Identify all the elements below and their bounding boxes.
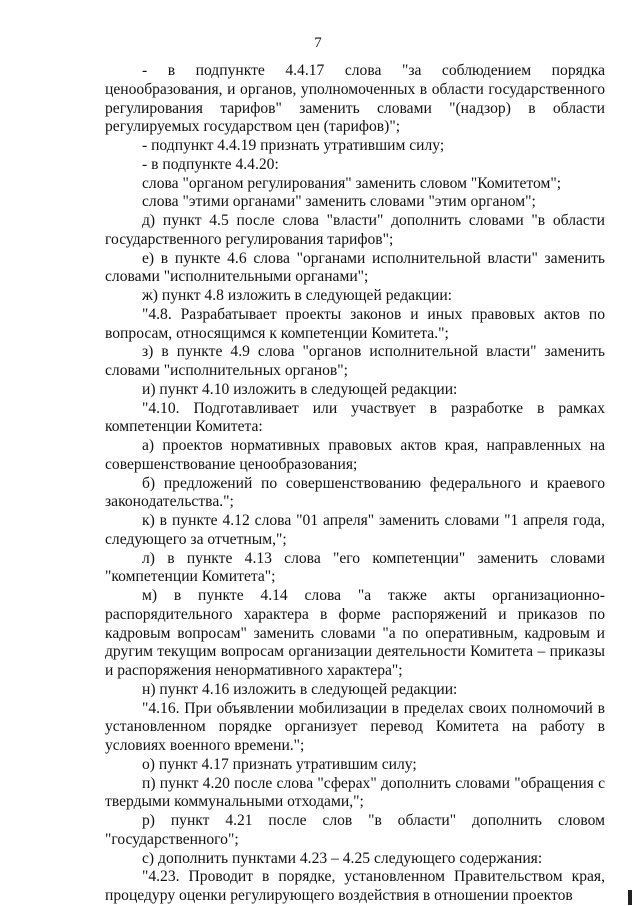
paragraph: б) предложений по совершенствованию федерального и краевого законодательства."; bbox=[105, 474, 605, 511]
paragraph: е) в пункте 4.6 слова "органами исполнительной власти" заменить словами "исполнительными органами"; bbox=[105, 249, 605, 286]
paragraph: "4.10. Подготавливает или участвует в разработке в рамках компетенции Комитета: bbox=[105, 399, 605, 436]
paragraph: - в подпункте 4.4.17 слова "за соблюдением порядка ценообразования, и органов, уполномоченных в области государственного регулирования тарифов" заменить словами "(надзор) в области регулируемых государством цен (тарифов)"; bbox=[105, 62, 605, 136]
paragraph: слова "органом регулирования" заменить словом "Комитетом"; bbox=[142, 174, 562, 192]
paragraph: ж) пункт 4.8 изложить в следующей редакции: bbox=[142, 287, 453, 304]
paragraph: о) пункт 4.17 признать утратившим силу; bbox=[142, 755, 417, 773]
paragraph: "4.16. При объявлении мобилизации в пределах своих полномочий в установленном порядке организует перевод Комитета на работу в условиях военного времени."; bbox=[105, 699, 605, 754]
paragraph: к) в пункте 4.12 слова "01 апреля" заменить словами "1 апреля года, следующего за отчетным,"; bbox=[105, 512, 605, 548]
paragraph: м) в пункте 4.14 слова "а также акты организационно-распорядительного характера в форме распоряжений и приказов по кадровым вопросам" заменить словами "а по оперативным, кадровым и другим текущим вопросам организации деятельности Комитета – приказы и распоряжения ненормативного характера"; bbox=[105, 587, 605, 679]
paragraph: а) проектов нормативных правовых актов края, направленных на совершенствование ценообразования; bbox=[105, 437, 605, 473]
paragraph: - в подпункте 4.4.20: bbox=[142, 155, 279, 173]
paragraph: р) пункт 4.21 после слов "в области" дополнить словом "государственного"; bbox=[105, 812, 605, 848]
scan-edge-mark bbox=[628, 890, 632, 905]
paragraph: с) дополнить пунктами 4.23 – 4.25 следующего содержания: bbox=[142, 849, 543, 867]
paragraph: "4.8. Разрабатывает проекты законов и иных правовых актов по вопросам, относящимся к компетенции Комитета."; bbox=[105, 305, 605, 342]
paragraph: н) пункт 4.16 изложить в следующей редакции: bbox=[142, 680, 458, 698]
page-number: 7 bbox=[314, 35, 322, 51]
paragraph: з) в пункте 4.9 слова "органов исполнительной власти" заменить словами "исполнительных органов"; bbox=[105, 343, 605, 379]
paragraph: - подпункт 4.4.19 признать утратившим силу; bbox=[142, 137, 445, 154]
paragraph: слова "этими органами" заменить словами "этим органом"; bbox=[142, 193, 536, 211]
paragraph: и) пункт 4.10 изложить в следующей редакции: bbox=[142, 380, 458, 398]
paragraph: д) пункт 4.5 после слова "власти" дополнить словами "в области государственного регулирования тарифов"; bbox=[105, 212, 605, 248]
paragraph: л) в пункте 4.13 слова "его компетенции" заменить словами "компетенции Комитета"; bbox=[105, 549, 605, 586]
document-body bbox=[105, 62, 605, 906]
paragraph: п) пункт 4.20 после слова "сферах" дополнить словами "обращения с твердыми коммунальными отходами,"; bbox=[105, 774, 605, 811]
paragraph: "4.23. Проводит в порядке, установленном Правительством края, процедуру оценки регулирующего воздействия в отношении проектов bbox=[105, 868, 605, 904]
